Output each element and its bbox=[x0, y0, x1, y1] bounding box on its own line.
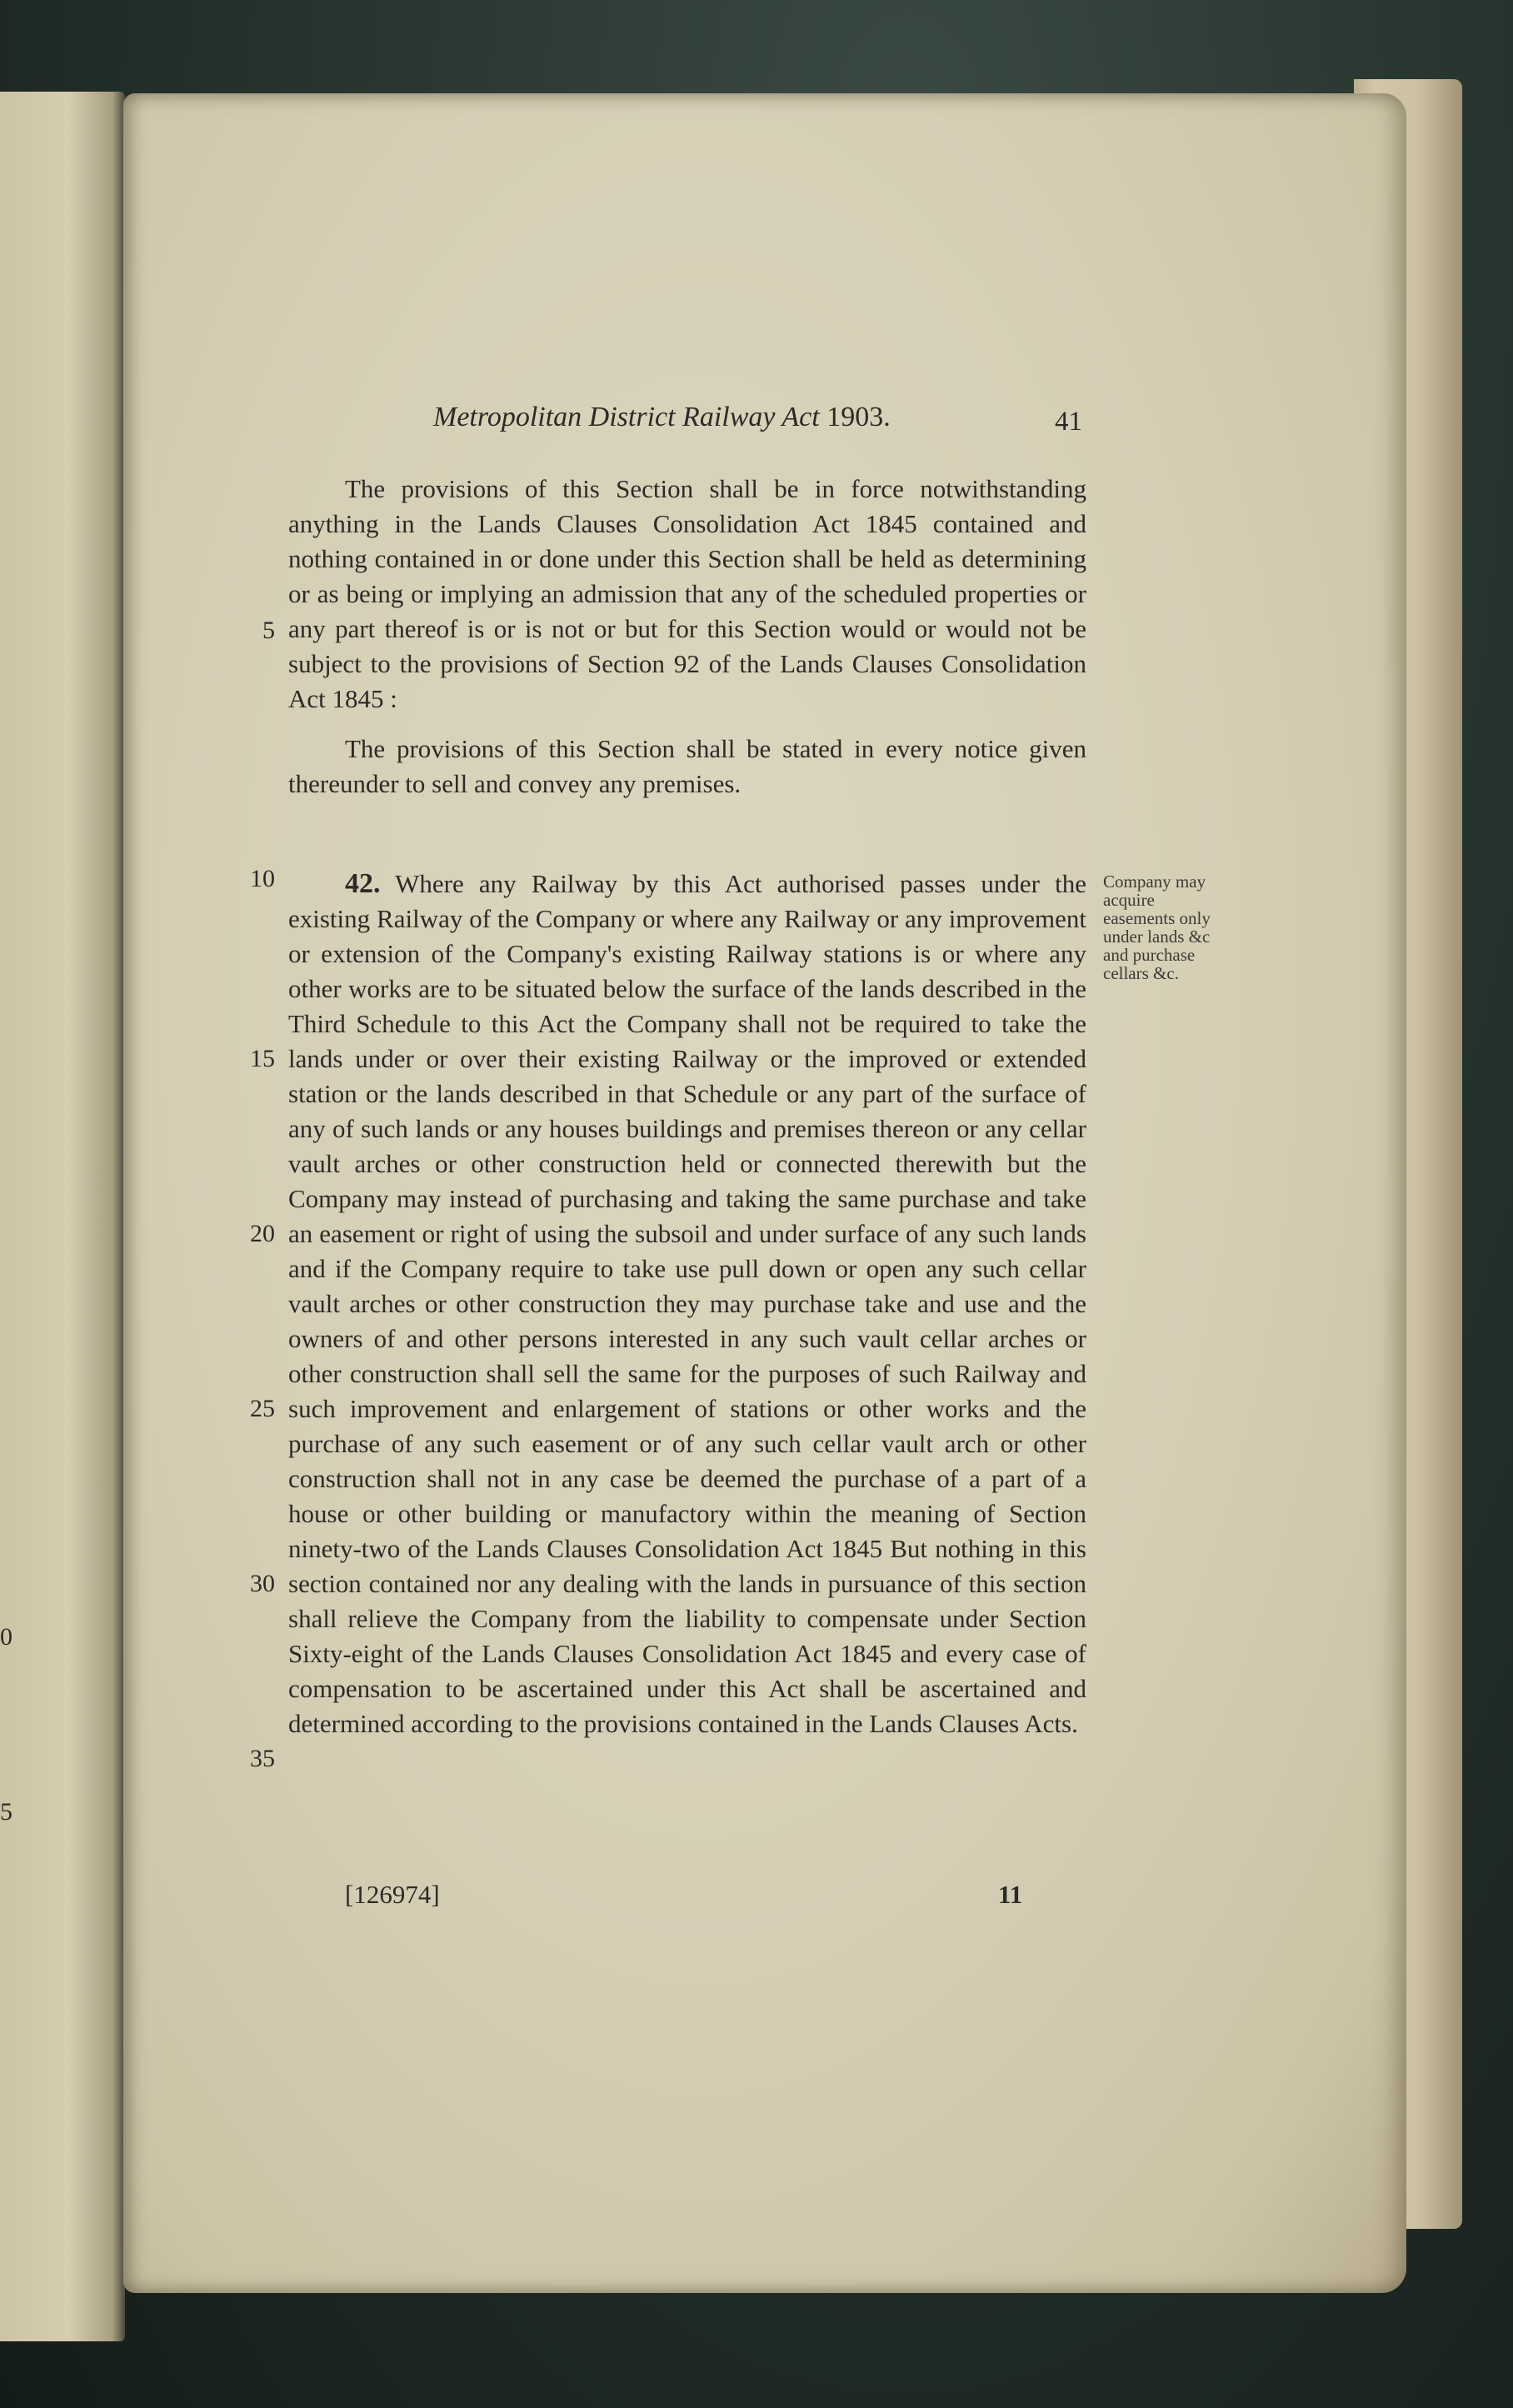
line-number: 25 bbox=[250, 1395, 275, 1422]
line-number: 35 bbox=[250, 1745, 275, 1772]
line-number: 20 bbox=[250, 1220, 275, 1247]
section-text: Where any Railway by this Act authorised passes under the existing Railway of the Company or where any Railway or any improvement or extension of the Company's existing Railway stations is or where any other works are to be situated below the surface of the lands described in the Third Schedule to this Act the Company shall not be required to take the lands under or over their existing Railway or the improved or extended station or the lands described in that Schedule or any part of the surface of any of such lands or any houses buildings and premises thereon or any cellar vault arches or other construction held or connected therewith but the Company may instead of purchasing and taking the same purchase and take an easement or right of using the subsoil and under surface of any such lands and if the Company require to take use pull down or open any such cellar vault arches or other construction they may purchase take and use and the owners of and other persons interested in any such vault cellar arches or other construction shall sell the same for the purposes of such Railway and such improvement and enlargement of stations or other works and the purchase of any such easement or of any such cellar vault arch or other construction shall not in any case be deemed the purchase of a part of a house or other building or manufactory within the meaning of Section ninety-two of the Lands Clauses Consolidation Act 1845 But nothing in this section contained nor any dealing with the lands in pursuance of this section shall relieve the Company from the liability to compensate under Section Sixty-eight of the Lands Clauses Consolidation Act 1845 and every case of compensation to be ascertained under this Act shall be ascertained and determined according to the provisions contained in the Lands Clauses Acts. bbox=[288, 869, 1086, 1738]
marginal-note: Company may acquire easements only under lands &c and purchase cellars &c. bbox=[1103, 872, 1211, 983]
facing-page-line-number: 5 bbox=[0, 1798, 12, 1826]
paragraph-provisions-force bbox=[288, 472, 1086, 717]
act-title: Metropolitan District Railway Act bbox=[433, 402, 820, 432]
line-number: 10 bbox=[250, 865, 275, 892]
facing-page-line-number: 0 bbox=[0, 1623, 12, 1651]
page-number: 41 bbox=[1055, 407, 1082, 437]
print-code: [126974] bbox=[345, 1880, 440, 1909]
signature-mark: 11 bbox=[998, 1880, 1023, 1909]
paragraph-text: The provisions of this Section shall be stated in every notice given thereunder to sell and convey any premises. bbox=[288, 734, 1086, 798]
act-year: 1903. bbox=[826, 402, 891, 432]
facing-page-edge bbox=[0, 92, 125, 2341]
paragraph-provisions-notice bbox=[288, 732, 1086, 802]
paragraph-text: The provisions of this Section shall be in force notwithstanding anything in the Lands Clauses Consolidation Act 1845 contained and nothing contained in or done under this Section shall be held as determining or as being or implying an admission that any of the scheduled properties or any part thereof is or is not or but for this Section would or would not be subject to the provisions of Section 92 of the Lands Clauses Consolidation Act 1845 : bbox=[288, 474, 1086, 713]
line-number: 5 bbox=[262, 617, 275, 644]
section-42 bbox=[288, 867, 1086, 1741]
line-number: 15 bbox=[250, 1045, 275, 1072]
line-number: 30 bbox=[250, 1570, 275, 1597]
running-head bbox=[433, 402, 1066, 433]
section-number: 42. bbox=[345, 868, 381, 899]
